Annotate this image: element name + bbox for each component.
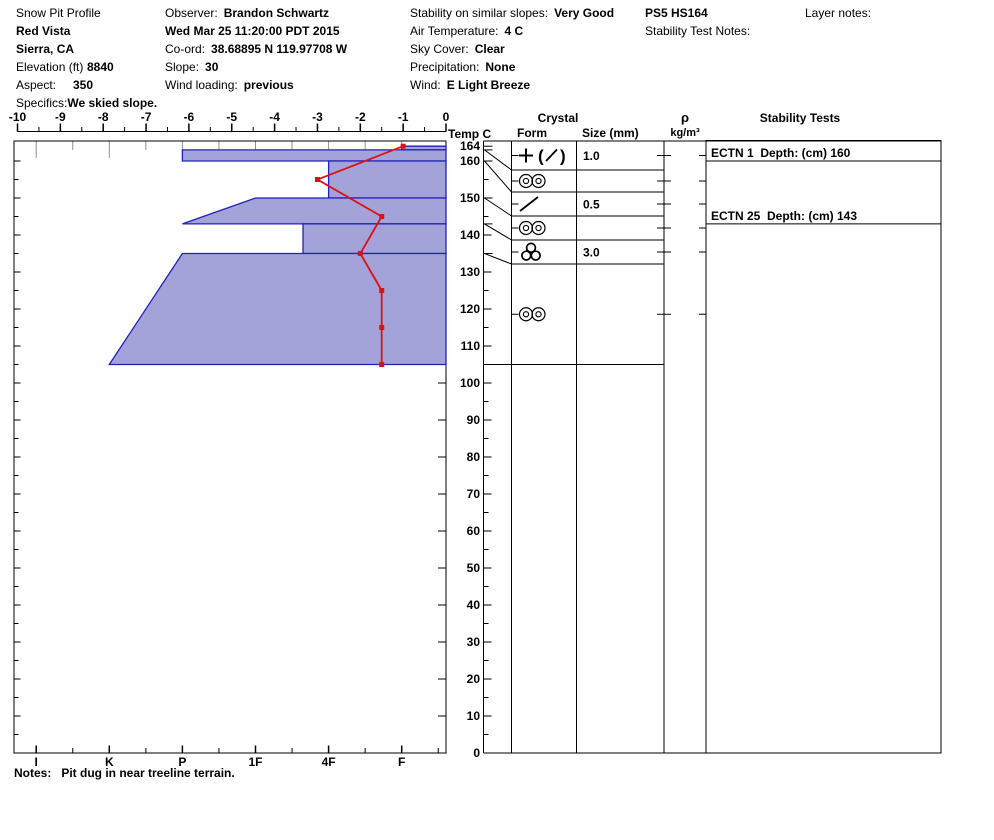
stability-test-label: ECTN 1 Depth: (cm) 160 xyxy=(711,146,851,160)
crystal-row-1 xyxy=(512,175,707,188)
snow-layers xyxy=(109,146,446,364)
leader-lines xyxy=(485,150,512,264)
svg-text:4F: 4F xyxy=(321,755,336,769)
specifics-row: Specifics:We skied slope. xyxy=(16,96,158,110)
svg-text:-6: -6 xyxy=(183,110,195,124)
temp-axis xyxy=(9,110,492,141)
svg-text:P: P xyxy=(178,755,187,769)
report-title: Snow Pit Profile xyxy=(16,6,101,20)
svg-text:160: 160 xyxy=(459,154,480,168)
svg-text:kg/m³: kg/m³ xyxy=(670,127,700,139)
snow-layer-3 xyxy=(182,198,446,224)
double_circle-icon xyxy=(520,308,546,321)
svg-text:0: 0 xyxy=(473,746,480,760)
crystal-table xyxy=(484,110,942,753)
svg-text:1F: 1F xyxy=(248,755,263,769)
grain-size: 1.0 xyxy=(583,149,600,163)
svg-text:10: 10 xyxy=(466,709,480,723)
snow-layer-5 xyxy=(109,254,446,365)
svg-text:-5: -5 xyxy=(226,110,238,124)
stability-test-0 xyxy=(706,146,941,161)
circle_cluster-icon xyxy=(522,243,540,260)
temp-point xyxy=(315,177,320,182)
precip-row: Precipitation: None xyxy=(410,60,516,74)
stability-test-notes-label: Stability Test Notes: xyxy=(645,24,751,38)
svg-text:Temp C: Temp C xyxy=(448,127,492,141)
svg-text:70: 70 xyxy=(466,487,480,501)
stability-test-label: ECTN 25 Depth: (cm) 143 xyxy=(711,208,858,223)
stability-row: Stability on similar slopes: Very Good xyxy=(410,6,615,20)
crystal-row-0 xyxy=(512,147,707,166)
sky-cover-row: Sky Cover: Clear xyxy=(410,42,505,56)
temp-point xyxy=(401,144,406,149)
svg-text:-9: -9 xyxy=(55,110,66,124)
svg-text:50: 50 xyxy=(466,561,480,575)
svg-text:-4: -4 xyxy=(269,110,280,124)
air-temp-row: Air Temperature: 4 C xyxy=(410,24,524,38)
svg-text:40: 40 xyxy=(466,598,480,612)
svg-text:Stability Tests: Stability Tests xyxy=(759,111,841,125)
svg-text:110: 110 xyxy=(460,339,480,353)
svg-text:-1: -1 xyxy=(397,110,409,124)
double_circle-icon xyxy=(520,222,546,235)
svg-text:164: 164 xyxy=(459,139,480,154)
svg-text:60: 60 xyxy=(466,524,480,538)
svg-text:ρ: ρ xyxy=(680,110,690,125)
coord-row: Co-ord: 38.68895 N 119.97708 W xyxy=(165,42,348,56)
svg-text:Crystal: Crystal xyxy=(537,111,579,125)
svg-text:120: 120 xyxy=(459,302,480,316)
svg-text:140: 140 xyxy=(459,228,480,242)
temp-point xyxy=(379,362,384,367)
svg-text:(: ( xyxy=(538,146,544,166)
observer-row: Observer: Brandon Schwartz xyxy=(165,6,330,20)
crystal-row-2 xyxy=(512,197,707,212)
temp-point xyxy=(379,325,384,330)
snow-layer-2 xyxy=(329,161,446,198)
notes-row xyxy=(14,766,235,780)
svg-text:): ) xyxy=(560,146,566,166)
svg-text:100: 100 xyxy=(459,376,480,390)
svg-text:F: F xyxy=(398,755,406,769)
pit-code: PS5 HS164 xyxy=(645,6,708,20)
crystal-row-5 xyxy=(512,308,707,321)
svg-text:Form: Form xyxy=(517,126,547,140)
depth-axis xyxy=(460,139,493,760)
site-region: Sierra, CA xyxy=(16,42,75,56)
svg-text:-2: -2 xyxy=(354,110,366,124)
slope-row: Slope: 30 xyxy=(165,60,219,74)
svg-text:I: I xyxy=(34,755,38,769)
svg-text:90: 90 xyxy=(466,413,480,427)
crystal-row-3 xyxy=(512,222,707,235)
svg-text:80: 80 xyxy=(466,450,480,464)
plus_slash-icon xyxy=(519,147,566,166)
svg-text:130: 130 xyxy=(459,265,480,279)
svg-text:Size (mm): Size (mm) xyxy=(582,126,639,140)
svg-text:30: 30 xyxy=(466,635,480,649)
svg-text:-10: -10 xyxy=(8,110,27,124)
svg-text:-7: -7 xyxy=(140,110,152,124)
wind-loading-row: Wind loading: previous xyxy=(165,78,294,92)
double_circle-icon xyxy=(520,175,546,188)
svg-text:K: K xyxy=(104,755,114,769)
snow-layer-1 xyxy=(182,150,446,161)
temp-point xyxy=(379,288,384,293)
notes-label: Notes: xyxy=(14,766,52,780)
slash-icon xyxy=(520,197,538,211)
grain-size: 3.0 xyxy=(583,245,600,260)
stability-test-1 xyxy=(706,209,941,224)
svg-text:150: 150 xyxy=(459,191,480,205)
crystal-row-4 xyxy=(512,243,707,260)
layer-notes-label: Layer notes: xyxy=(805,6,872,20)
wind-row: Wind: E Light Breeze xyxy=(410,78,531,92)
temp-point xyxy=(379,214,384,219)
datetime-row: Wed Mar 25 11:20:00 PDT 2015 xyxy=(165,24,340,38)
svg-text:20: 20 xyxy=(466,672,480,686)
notes-text: Pit dug in near treeline terrain. xyxy=(61,766,235,780)
svg-text:-3: -3 xyxy=(312,110,323,124)
svg-text:-8: -8 xyxy=(97,110,109,124)
elevation-row: Elevation (ft) 8840 xyxy=(16,60,114,74)
svg-text:0: 0 xyxy=(442,110,450,124)
grain-size: 0.5 xyxy=(583,197,600,212)
temp-point xyxy=(358,251,363,256)
stability-tests-panel xyxy=(706,111,941,753)
aspect-row: Aspect: 350 xyxy=(16,78,94,92)
site-name: Red Vista xyxy=(16,24,71,38)
